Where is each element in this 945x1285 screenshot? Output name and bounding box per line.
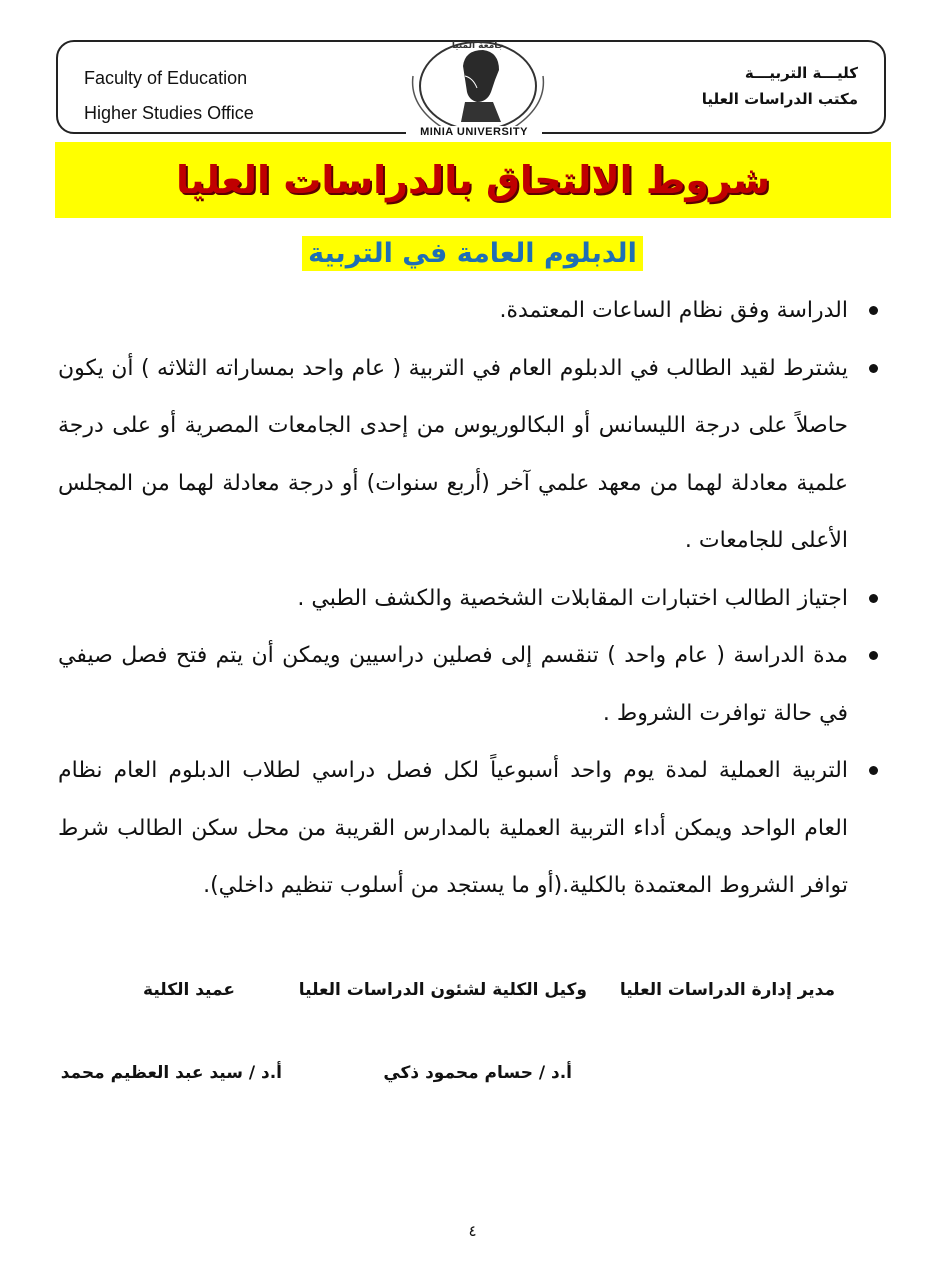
- signature-title-dean: عميد الكلية: [143, 980, 235, 1000]
- office-name-en: Higher Studies Office: [84, 103, 254, 123]
- list-item: [58, 570, 848, 628]
- title-banner: [55, 142, 891, 218]
- list-item-text: مدة الدراسة ( عام واحد ) تنقسم إلى فصلين دراسيين ويمكن أن يتم فتح فصل صيفي في حالة توافرت الشروط .: [58, 643, 848, 726]
- list-item: [58, 340, 848, 570]
- subtitle-container: [0, 236, 945, 271]
- minia-university-logo: [403, 36, 553, 138]
- list-item-text: اجتياز الطالب اختبارات المقابلات الشخصية والكشف الطبي .: [297, 585, 848, 611]
- logo-caption: MINIA UNIVERSITY: [406, 126, 542, 138]
- faculty-name-en: Faculty of Education: [84, 68, 248, 88]
- signature-title-vice-dean: وكيل الكلية لشئون الدراسات العليا: [298, 980, 587, 1000]
- bullet-icon: [869, 766, 878, 775]
- section-subtitle: الدبلوم العامة في التربية: [302, 236, 643, 271]
- bullet-icon: [869, 594, 878, 603]
- page-title: شروط الالتحاق بالدراسات العليا: [175, 158, 771, 202]
- page-number: ٤: [468, 1222, 477, 1240]
- letterhead: [56, 40, 886, 138]
- list-item-text: يشترط لقيد الطالب في الدبلوم العام في التربية ( عام واحد بمساراته الثلاثه ) أن يكون حاصلاً على درجة الليسانس أو البكالوريوس من إحدى الجامعات المصرية أو على درجة علمية معادلة لهما من معهد علمي آخر (أربع سنوات) أو درجة معادلة لهما من المجلس الأعلى للجامعات .: [58, 355, 848, 553]
- bullet-icon: [869, 651, 878, 660]
- requirements-list-container: [58, 282, 848, 915]
- signature-name-vice-dean: أ.د / حسام محمود ذكي: [383, 1063, 572, 1083]
- office-name-ar: مكتب الدراسات العليا: [701, 90, 858, 108]
- bullet-icon: [869, 306, 878, 315]
- list-item: [58, 282, 848, 340]
- signature-name-dean: أ.د / سيد عبد العظيم محمد: [60, 1063, 282, 1083]
- list-item-text: التربية العملية لمدة يوم واحد أسبوعياً لكل فصل دراسي لطلاب الدبلوم العام نظام العام الواحد ويمكن أداء التربية العملية بالمدارس القريبة من محل سكن الطالب شرط توافر الشروط المعتمدة بالكلية.(أو ما يستجد من أسلوب تنظيم داخلي).: [58, 758, 848, 898]
- bullet-icon: [869, 364, 878, 373]
- list-item: [58, 627, 848, 742]
- logo-arabic-text: جامعة المنيا: [451, 41, 505, 51]
- list-item: [58, 742, 848, 915]
- requirements-list: [58, 282, 848, 915]
- list-item-text: الدراسة وفق نظام الساعات المعتمدة.: [499, 298, 848, 323]
- faculty-name-ar: كليـــة التربيـــة: [744, 64, 858, 82]
- signature-title-director: مدير إدارة الدراسات العليا: [619, 980, 835, 1000]
